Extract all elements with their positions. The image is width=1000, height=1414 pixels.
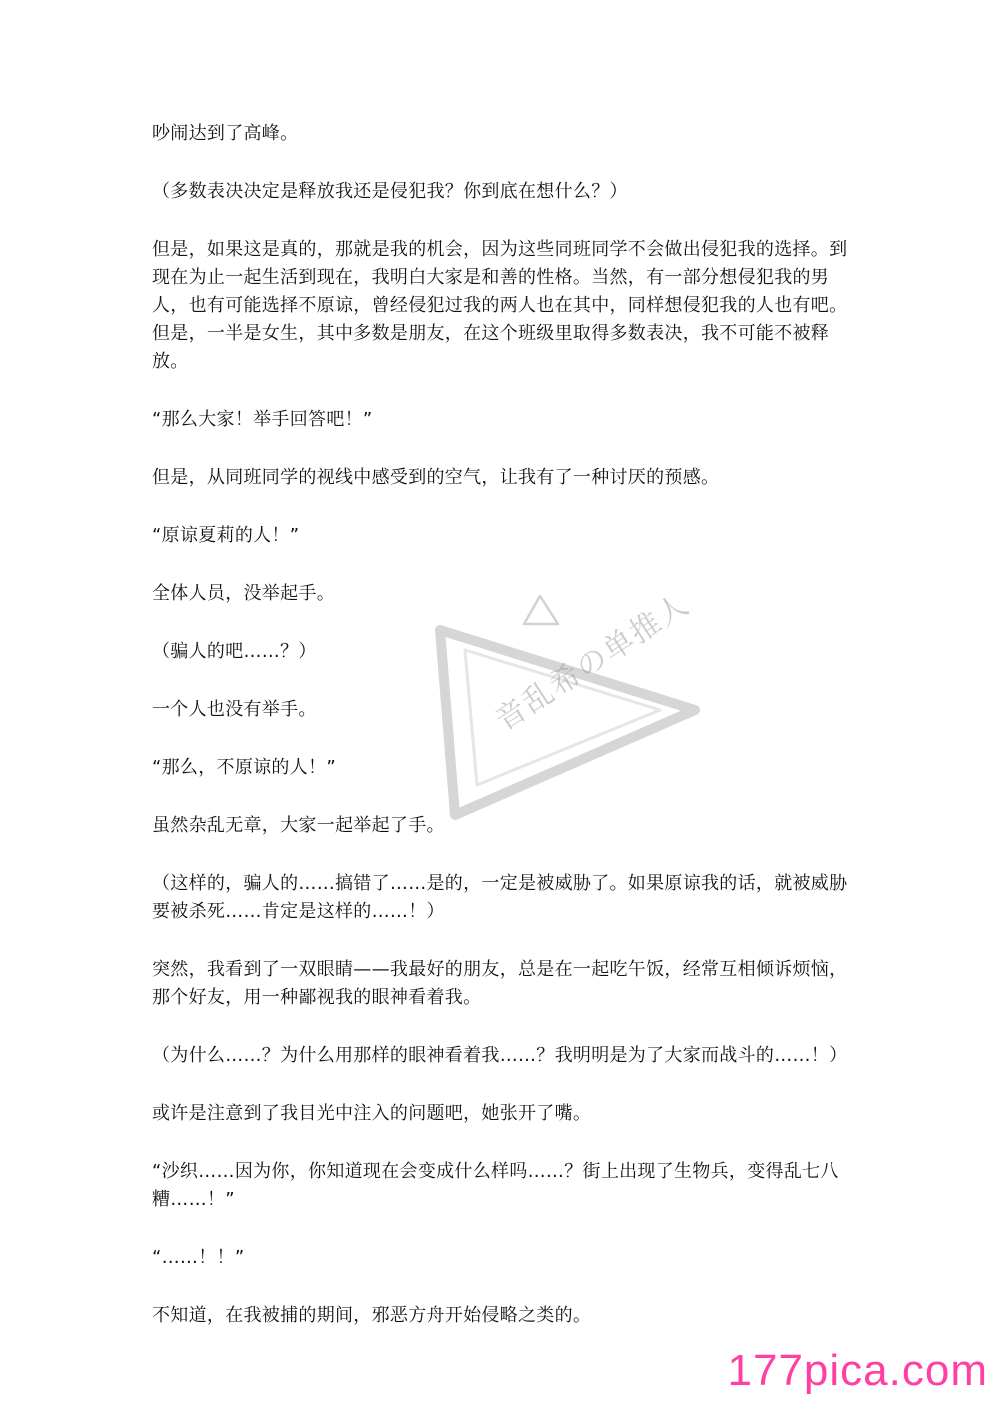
paragraph: 全体人员，没举起手。	[152, 583, 335, 604]
paragraph: “沙织……因为你，你知道现在会变成什么样吗……？街上出现了生物兵，变得乱七八糟……！”	[152, 1161, 839, 1210]
page-text	[152, 120, 852, 1360]
paragraph: “……！！”	[152, 1247, 245, 1268]
paragraph: “那么，不原谅的人！”	[152, 757, 336, 778]
paragraph: 不知道，在我被捕的期间，邪恶方舟开始侵略之类的。	[152, 1305, 592, 1326]
paragraph: 突然，我看到了一双眼睛——我最好的朋友，总是在一起吃午饭，经常互相倾诉烦恼，那个好友，用一种鄙视我的眼神看着我。	[152, 959, 848, 1008]
paragraph: 但是，如果这是真的，那就是我的机会，因为这些同班同学不会做出侵犯我的选择。到现在为止一起生活到现在，我明白大家是和善的性格。当然，有一部分想侵犯我的男人，也有可能选择不原谅，曾经侵犯过我的两人也在其中，同样想侵犯我的人也有吧。但是，一半是女生，其中多数是朋友，在这个班级里取得多数表决，我不可能不被释放。	[152, 239, 848, 372]
paragraph: 但是，从同班同学的视线中感受到的空气，让我有了一种讨厌的预感。	[152, 467, 720, 488]
paragraph: （为什么……？为什么用那样的眼神看着我……？我明明是为了大家而战斗的……！）	[152, 1045, 848, 1066]
paragraph: 一个人也没有举手。	[152, 699, 317, 720]
paragraph: 虽然杂乱无章，大家一起举起了手。	[152, 815, 445, 836]
paragraph: “原谅夏莉的人！”	[152, 525, 300, 546]
paragraph: （这样的，骗人的……搞错了……是的，一定是被威胁了。如果原谅我的话，就被威胁要被杀死……肯定是这样的……！）	[152, 873, 848, 922]
paragraph: （骗人的吧……？）	[152, 641, 317, 662]
paragraph: 吵闹达到了高峰。	[152, 123, 299, 144]
paragraph: （多数表决决定是释放我还是侵犯我？你到底在想什么？）	[152, 181, 628, 202]
site-watermark: 177pica.com	[727, 1346, 988, 1395]
paragraph: 或许是注意到了我目光中注入的问题吧，她张开了嘴。	[152, 1103, 592, 1124]
paragraph: “那么大家！举手回答吧！”	[152, 409, 373, 430]
watermark-text: 音乱希の单推人	[489, 586, 697, 739]
